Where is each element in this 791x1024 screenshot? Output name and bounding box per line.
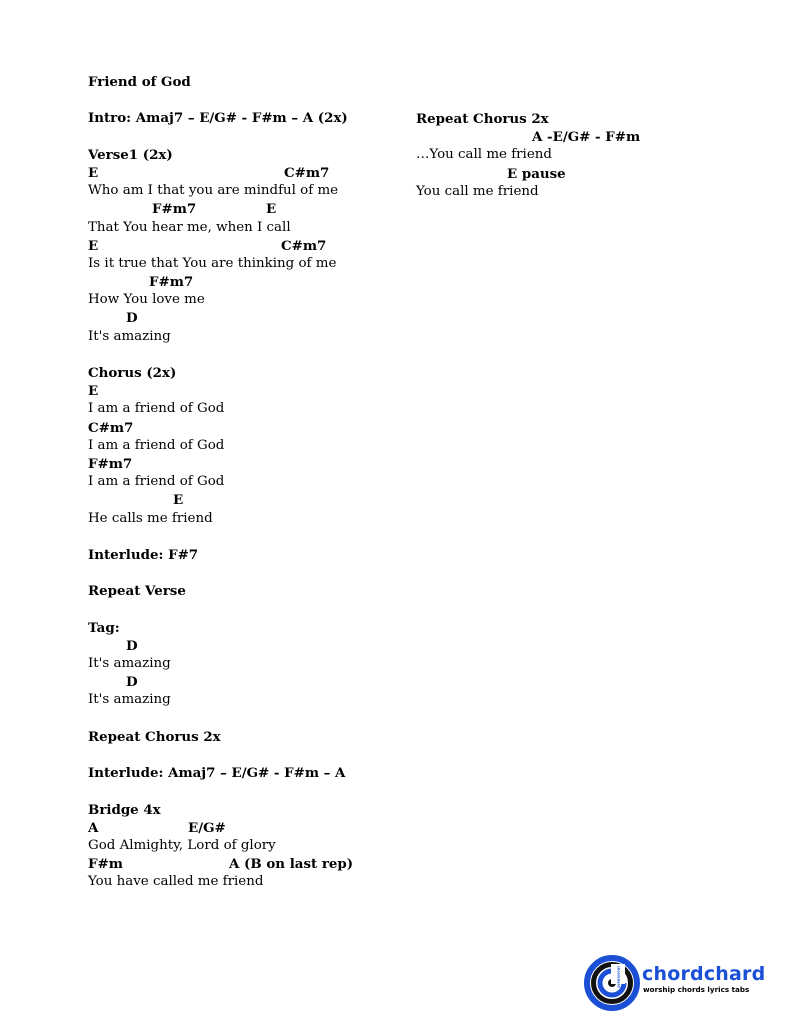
interlude-2: Interlude: Amaj7 – E/G# - F#m – A [88,765,346,782]
verse-chord-line-1 [88,164,388,182]
interlude-1: Interlude: F#7 [88,546,199,563]
ending-lyric-line: You call me friend [416,183,539,199]
chordchard-logo [584,955,774,1011]
chord: F#m [88,856,123,873]
chord: A -E/G# - F#m [532,129,641,146]
verse-heading: Verse1 (2x) [88,146,173,163]
chord: A [88,819,99,836]
bridge-heading: Bridge 4x [88,801,161,818]
ending-chord-line-1 [416,128,716,146]
logo-name: chordchard [642,963,766,985]
repeat-verse: Repeat Verse [88,583,186,600]
ending-lyric-line: …You call me friend [416,147,552,163]
verse-lyric-line: Who am I that you are mindful of me [88,183,339,199]
repeat-chorus-heading: Repeat Chorus 2x [416,111,549,127]
chord: E [173,492,184,509]
chord: E [88,164,99,181]
verse-chord-line-3 [88,237,388,255]
chord: C#m7 [281,237,327,254]
chord: C#m7 [284,164,330,181]
chord: D [126,674,138,691]
chorus-chord: C#m7 [88,419,134,436]
chorus-lyric-line: I am a friend of God [88,437,225,453]
tag-heading: Tag: [88,619,120,636]
tag-lyric-line: It's amazing [88,656,171,671]
verse-lyric-line: That You hear me, when I call [88,219,291,235]
chord: A (B on last rep) [229,856,354,873]
chordchard-logo-icon [584,955,640,1011]
bridge-lyric-line: God Almighty, Lord of glory [88,837,276,853]
chord: D [126,637,138,654]
chord: E [88,237,99,254]
verse-chord-line-2 [88,200,388,218]
chord: E [266,201,277,218]
chord: E/G# [188,819,226,836]
tag-chord-line-1 [88,637,388,655]
bridge-chord-line-1 [88,819,388,837]
verse-chord-line-4 [88,273,388,291]
chorus-chord: E [88,383,99,400]
tag-lyric-line: It's amazing [88,692,171,708]
tag-chord-line-2 [88,673,388,691]
chord: F#m7 [152,201,197,218]
chord: E pause [507,165,566,182]
verse-chord-line-5 [88,309,388,327]
ending-chord-line-2 [416,165,716,183]
logo-spine-text: chordchard [616,966,621,988]
verse-lyric-line: How You love me [88,292,205,308]
right-column [416,110,716,201]
bridge-chord-line-2 [88,855,388,873]
chord: D [126,310,138,327]
left-column [88,73,388,891]
song-title: Friend of God [88,74,191,90]
chorus-lyric-line: I am a friend of God [88,474,225,490]
chorus-lyric-line: He calls me friend [88,510,213,526]
repeat-chorus: Repeat Chorus 2x [88,728,221,745]
verse-lyric-line: It's amazing [88,328,171,344]
chorus-heading: Chorus (2x) [88,365,177,381]
logo-tagline: worship chords lyrics tabs [643,985,750,994]
chorus-chord-line-4 [88,491,388,509]
chorus-chord: F#m7 [88,455,133,472]
chord: F#m7 [149,274,194,291]
bridge-lyric-line: You have called me friend [88,874,264,890]
intro-line: Intro: Amaj7 – E/G# - F#m – A (2x) [88,110,348,127]
verse-lyric-line: Is it true that You are thinking of me [88,255,337,271]
chorus-lyric-line: I am a friend of God [88,401,225,417]
